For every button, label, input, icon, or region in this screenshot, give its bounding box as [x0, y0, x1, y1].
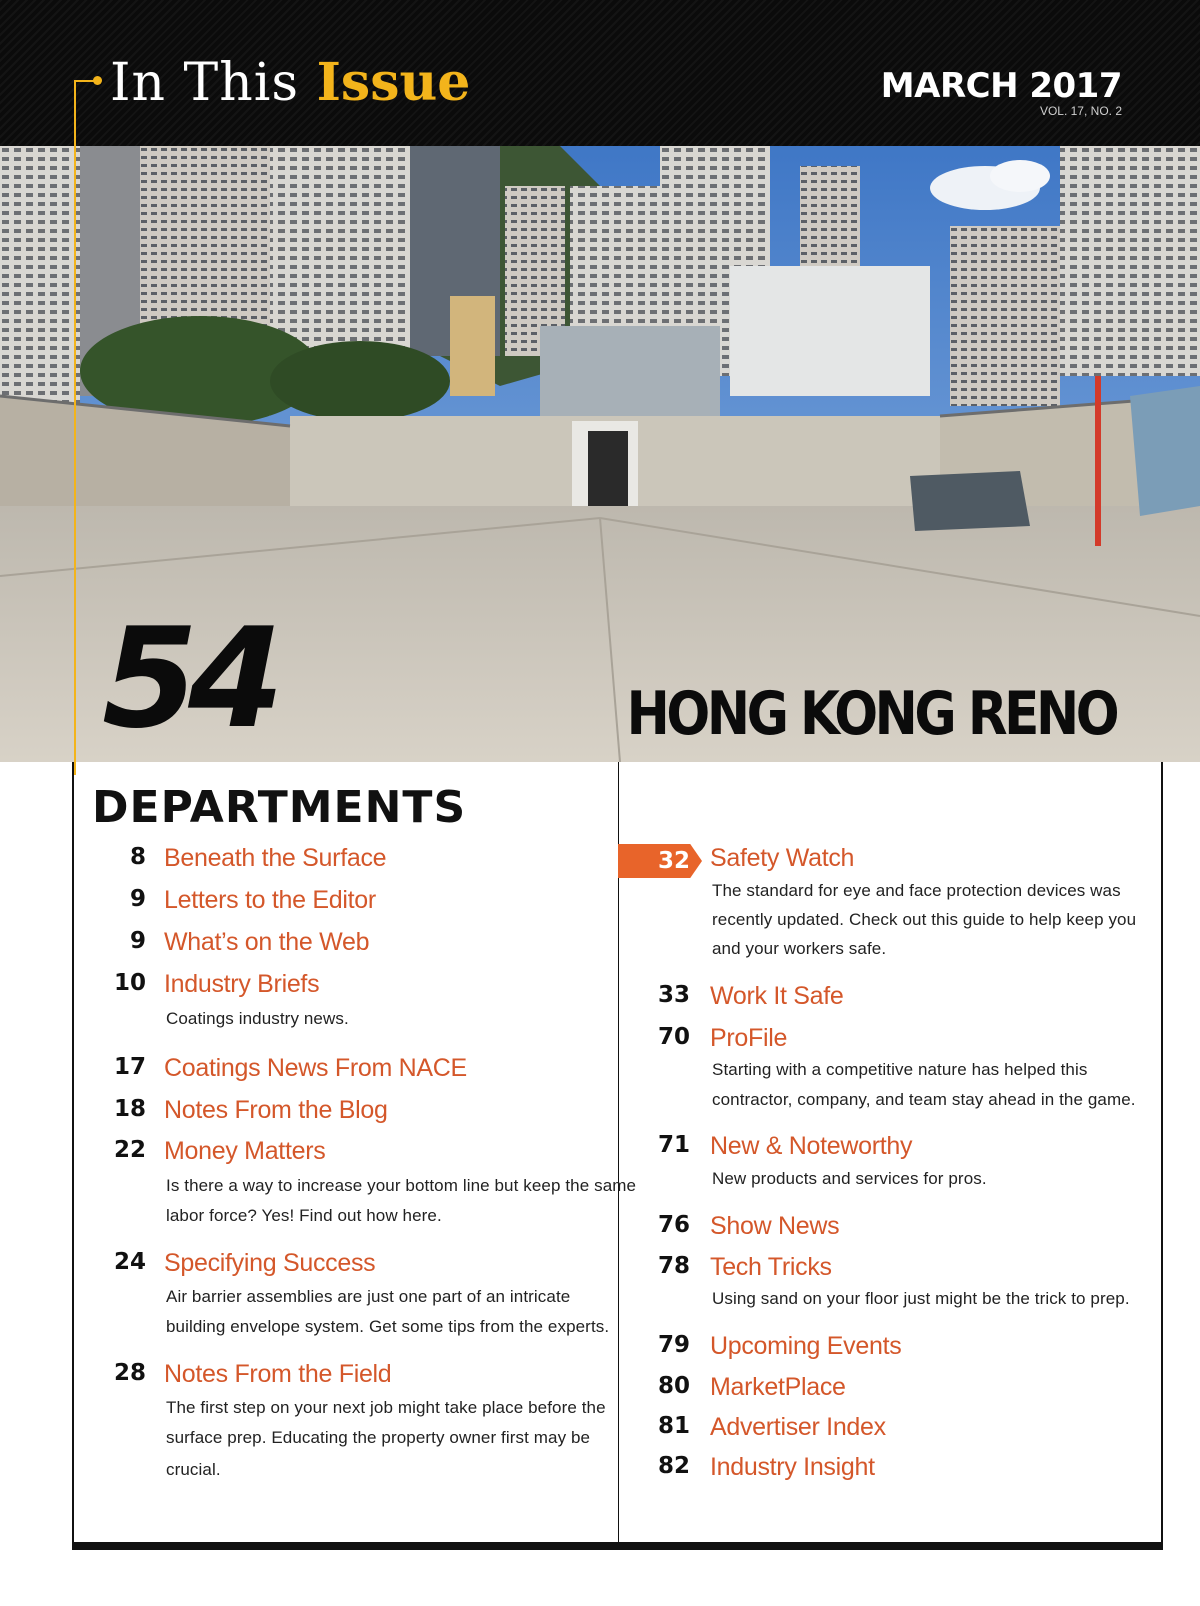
toc-title-link[interactable]: Notes From the Field	[164, 1360, 392, 1388]
toc-page-number: 28	[113, 1360, 146, 1386]
feature-title[interactable]: HONG KONG RENO	[626, 679, 1116, 749]
toc-description: The first step on your next job might take place before the	[166, 1398, 606, 1417]
toc-description: Starting with a competitive nature has helped this	[712, 1060, 1088, 1079]
toc-title-link[interactable]: Tech Tricks	[710, 1253, 832, 1281]
toc-description: crucial.	[166, 1460, 221, 1479]
toc-title-link[interactable]: What’s on the Web	[164, 928, 370, 956]
toc-page-number: 81	[657, 1413, 690, 1439]
toc-title-link[interactable]: Industry Insight	[710, 1453, 875, 1481]
toc-title-link[interactable]: Advertiser Index	[710, 1413, 886, 1441]
toc-page-number-highlight: 32	[657, 848, 690, 874]
toc-title-link[interactable]: Coatings News From NACE	[164, 1054, 467, 1082]
toc-title-link[interactable]: MarketPlace	[710, 1373, 846, 1401]
toc-page-number: 24	[113, 1249, 146, 1275]
section-title-bold: Issue	[316, 52, 471, 113]
toc-page-number: 8	[129, 844, 146, 870]
toc-page-number: 70	[657, 1024, 690, 1050]
toc-description: and your workers safe.	[712, 939, 887, 958]
toc-title-link[interactable]: Show News	[710, 1212, 840, 1240]
toc-title-link[interactable]: Upcoming Events	[710, 1332, 902, 1360]
toc-description: Using sand on your floor just might be the trick to prep.	[712, 1289, 1130, 1308]
bracket-accent-dot	[93, 76, 102, 85]
toc-page-number: 33	[657, 982, 690, 1008]
toc-title-link[interactable]: New & Noteworthy	[710, 1132, 913, 1160]
issue-volume: VOL. 17, NO. 2	[1039, 104, 1122, 118]
toc-page-number: 80	[657, 1373, 690, 1399]
toc-title-link[interactable]: Beneath the Surface	[164, 844, 387, 872]
toc-description: surface prep. Educating the property owner first may be	[166, 1428, 591, 1447]
toc-page-number: 76	[657, 1212, 690, 1238]
toc-title-link[interactable]: Safety Watch	[710, 844, 855, 872]
toc-page-number: 10	[113, 970, 146, 996]
toc-title-link[interactable]: Work It Safe	[710, 982, 844, 1010]
toc-description: labor force? Yes! Find out how here.	[166, 1206, 442, 1225]
toc-title-link[interactable]: ProFile	[710, 1024, 788, 1052]
toc-title-link[interactable]: Notes From the Blog	[164, 1096, 388, 1124]
toc-page-number: 22	[113, 1137, 146, 1163]
toc-title-link[interactable]: Letters to the Editor	[164, 886, 376, 914]
frame-bottom-border	[72, 1542, 1163, 1550]
toc-description: recently updated. Check out this guide to help keep you	[712, 910, 1137, 929]
issue-date: MARCH 2017	[880, 66, 1122, 106]
section-title-thin: In This	[110, 53, 317, 113]
toc-page-number: 82	[657, 1453, 690, 1479]
toc-title-link[interactable]: Specifying Success	[164, 1249, 376, 1277]
toc-description: The standard for eye and face protection devices was	[712, 881, 1121, 900]
frame-right-border	[1161, 762, 1163, 1550]
toc-title-link[interactable]: Money Matters	[164, 1137, 326, 1165]
departments-heading: DEPARTMENTS	[92, 782, 467, 833]
feature-page-number[interactable]: 54	[102, 598, 275, 759]
masthead-band	[0, 0, 1200, 146]
section-title	[110, 52, 470, 122]
toc-description: building envelope system. Get some tips from the experts.	[166, 1317, 610, 1336]
toc-description: Air barrier assemblies are just one part of an intricate	[166, 1287, 571, 1306]
toc-page-number: 78	[657, 1253, 690, 1279]
toc-page-number: 71	[657, 1132, 690, 1158]
toc-description: Is there a way to increase your bottom line but keep the same	[166, 1176, 637, 1195]
toc-description: New products and services for pros.	[712, 1169, 987, 1188]
toc-page-number: 79	[657, 1332, 690, 1358]
toc-page-number: 9	[129, 886, 146, 912]
toc-page-number: 17	[113, 1054, 146, 1080]
toc-title-link[interactable]: Industry Briefs	[164, 970, 320, 998]
toc-description: Coatings industry news.	[166, 1009, 349, 1028]
toc-description: contractor, company, and team stay ahead in the game.	[712, 1090, 1136, 1109]
bracket-accent-vertical	[74, 80, 76, 775]
toc-page-number: 18	[113, 1096, 146, 1122]
toc-page-number: 9	[129, 928, 146, 954]
